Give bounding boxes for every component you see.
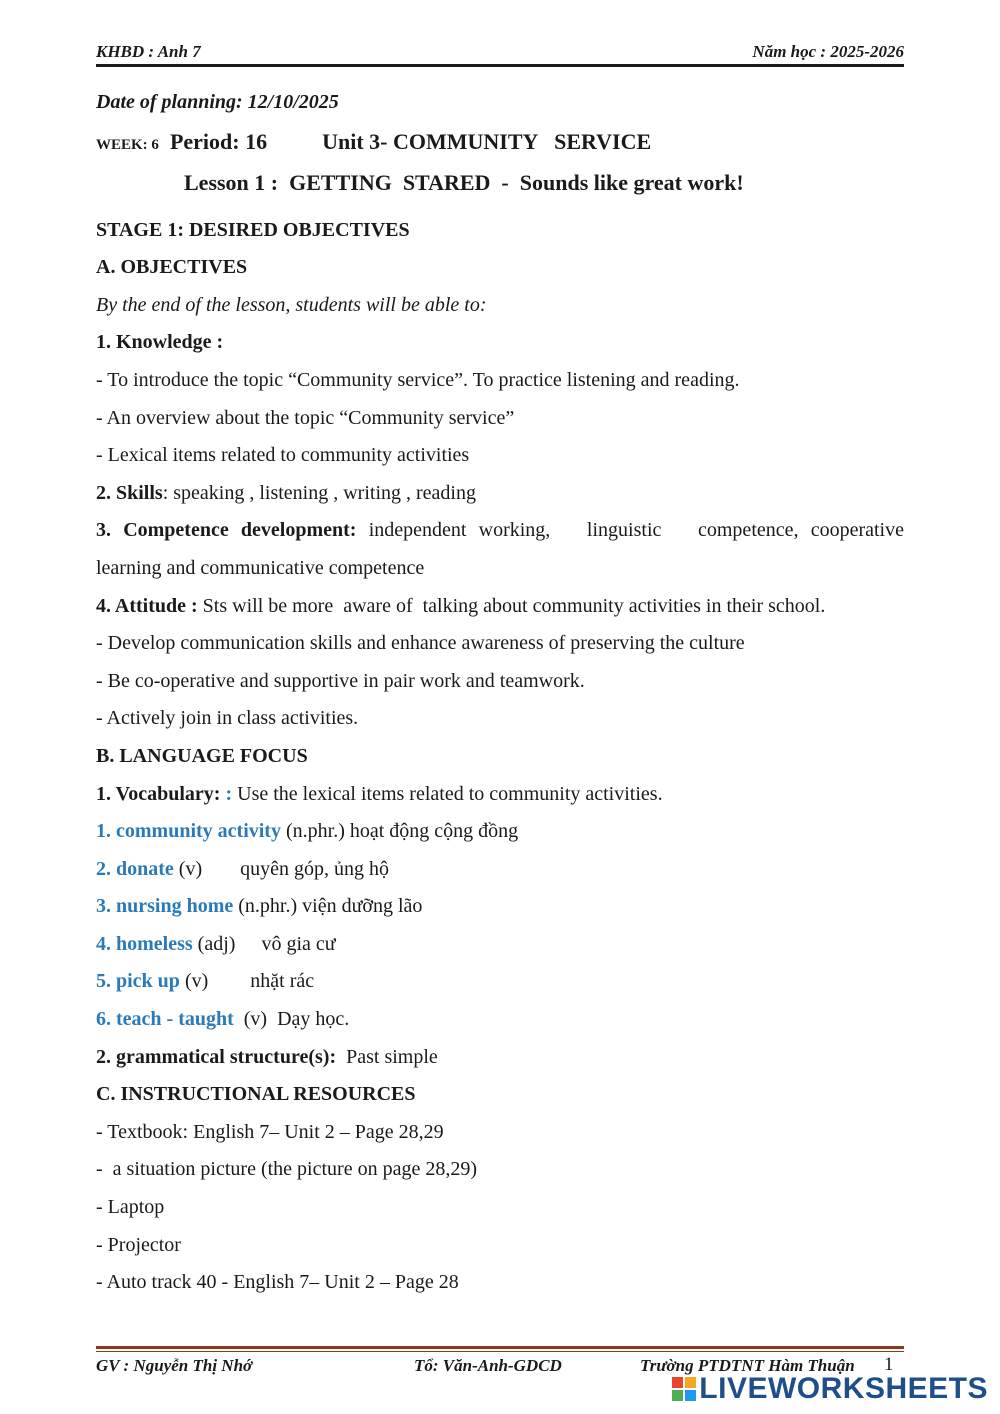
- vocab-meaning: vô gia cư: [261, 932, 336, 955]
- unit-title: Unit 3- COMMUNITY SERVICE: [322, 128, 652, 154]
- logo-square-v: [672, 1390, 683, 1401]
- liveworksheets-logo-icon: [672, 1377, 696, 1401]
- attitude-text: Sts will be more aware of talking about community activities in their school.: [197, 594, 826, 617]
- attitude-item: - Be co-operative and supportive in pair work and teamwork.: [96, 669, 585, 692]
- vocab-term: 2. donate: [96, 857, 174, 880]
- skills-line: [96, 475, 904, 513]
- grammar-line: [96, 1039, 904, 1077]
- logo-square-i: [685, 1377, 696, 1388]
- week-period-unit: [96, 122, 904, 162]
- grammar-text: Past simple: [336, 1045, 438, 1068]
- grammar-label: 2. grammatical structure(s):: [96, 1045, 337, 1068]
- competence-line: [96, 512, 904, 550]
- vocab-pos: (v): [173, 857, 203, 880]
- vocab-pos: (n.phr.): [280, 820, 345, 843]
- vocab-item: [96, 926, 904, 964]
- vocab-item: [96, 963, 904, 1001]
- vocabulary-text: Use the lexical items related to community activities.: [232, 782, 663, 805]
- vocab-item: [96, 1001, 904, 1039]
- vocab-meaning: hoạt động cộng đồng: [344, 820, 519, 843]
- resource-item: - Textbook: English 7– Unit 2 – Page 28,29: [96, 1120, 444, 1143]
- knowledge-item: - Lexical items related to community activities: [96, 444, 470, 467]
- vocab-meaning: nhặt rác: [250, 970, 315, 993]
- resource-item: - Laptop: [96, 1196, 165, 1219]
- period-label: Period: 16: [169, 128, 268, 154]
- attitude-item: - Develop communication skills and enhance awareness of preserving the culture: [96, 632, 745, 655]
- vocab-item: [96, 813, 904, 851]
- footer-page-number: 1: [884, 1354, 894, 1375]
- footer-group: Tổ: Văn-Anh-GDCD: [414, 1356, 562, 1375]
- watermark-text: LIVEWORKSHEETS: [699, 1372, 988, 1405]
- vocab-term: 1. community activity: [96, 820, 281, 843]
- objectives-intro: By the end of the lesson, students will be able to:: [96, 293, 487, 316]
- vocab-pos: (v): [233, 1008, 268, 1031]
- vocab-meaning: viện dưỡng lão: [297, 895, 423, 918]
- vocab-term: 5. pick up: [96, 970, 180, 993]
- competence-text: independent working, linguistic competence, cooperative: [356, 519, 904, 542]
- logo-square-e: [685, 1390, 696, 1401]
- competence-label: 3. Competence development:: [96, 519, 357, 542]
- footer-rule-thin: [96, 1351, 904, 1352]
- vocab-term: 4. homeless: [96, 932, 193, 955]
- header-school-year: Năm học : 2025-2026: [752, 42, 904, 61]
- footer-rule: [96, 1346, 904, 1349]
- section-c-heading: C. INSTRUCTIONAL RESOURCES: [96, 1083, 416, 1106]
- lesson-title: Lesson 1 : GETTING STARED - Sounds like great work!: [184, 169, 744, 195]
- vocabulary-line: [96, 776, 904, 814]
- vocab-pos: (adj): [192, 932, 236, 955]
- vocab-term: 3. nursing home: [96, 895, 234, 918]
- footer-teacher: GV : Nguyễn Thị Nhớ: [96, 1356, 253, 1375]
- section-b-heading: B. LANGUAGE FOCUS: [96, 744, 308, 767]
- vocab-meaning: Dạy học.: [267, 1008, 350, 1031]
- resource-item: - Auto track 40 - English 7– Unit 2 – Page 28: [96, 1271, 459, 1294]
- page-header: [96, 42, 904, 62]
- skills-label: 2. Skills: [96, 481, 163, 504]
- logo-square-l: [672, 1377, 683, 1388]
- header-subject: KHBD : Anh 7: [96, 42, 201, 61]
- knowledge-item: - An overview about the topic “Community service”: [96, 406, 515, 429]
- knowledge-item: - To introduce the topic “Community service”. To practice listening and reading.: [96, 368, 740, 391]
- attitude-item: - Actively join in class activities.: [96, 707, 359, 730]
- header-rule: [96, 64, 904, 67]
- attitude-line: [96, 588, 904, 626]
- resource-item: - a situation picture (the picture on page 28,29): [96, 1158, 477, 1181]
- vocab-term: 6. teach - taught: [96, 1008, 234, 1031]
- vocab-item: [96, 851, 904, 889]
- vocab-item: [96, 888, 904, 926]
- liveworksheets-watermark[interactable]: [672, 1372, 988, 1406]
- vocab-pos: (v): [179, 970, 209, 993]
- section-a-heading: A. OBJECTIVES: [96, 256, 248, 279]
- week-label: WEEK: 6: [96, 136, 159, 153]
- vocabulary-label: 1. Vocabulary:: [96, 782, 221, 805]
- skills-text: : speaking , listening , writing , reading: [162, 481, 476, 504]
- date-of-planning: Date of planning: 12/10/2025: [96, 91, 339, 113]
- vocab-meaning: quyên góp, ủng hộ: [240, 857, 390, 880]
- lesson-plan-body: [96, 84, 904, 1302]
- vocabulary-colon: :: [220, 782, 233, 805]
- knowledge-heading: 1. Knowledge :: [96, 331, 224, 354]
- footer-school: Trường PTDTNT Hàm Thuận: [640, 1356, 855, 1375]
- attitude-label: 4. Attitude :: [96, 594, 198, 617]
- vocab-pos: (n.phr.): [233, 895, 298, 918]
- competence-line-continued: learning and communicative competence: [96, 556, 425, 579]
- stage-heading: STAGE 1: DESIRED OBJECTIVES: [96, 218, 410, 241]
- resource-item: - Projector: [96, 1233, 181, 1256]
